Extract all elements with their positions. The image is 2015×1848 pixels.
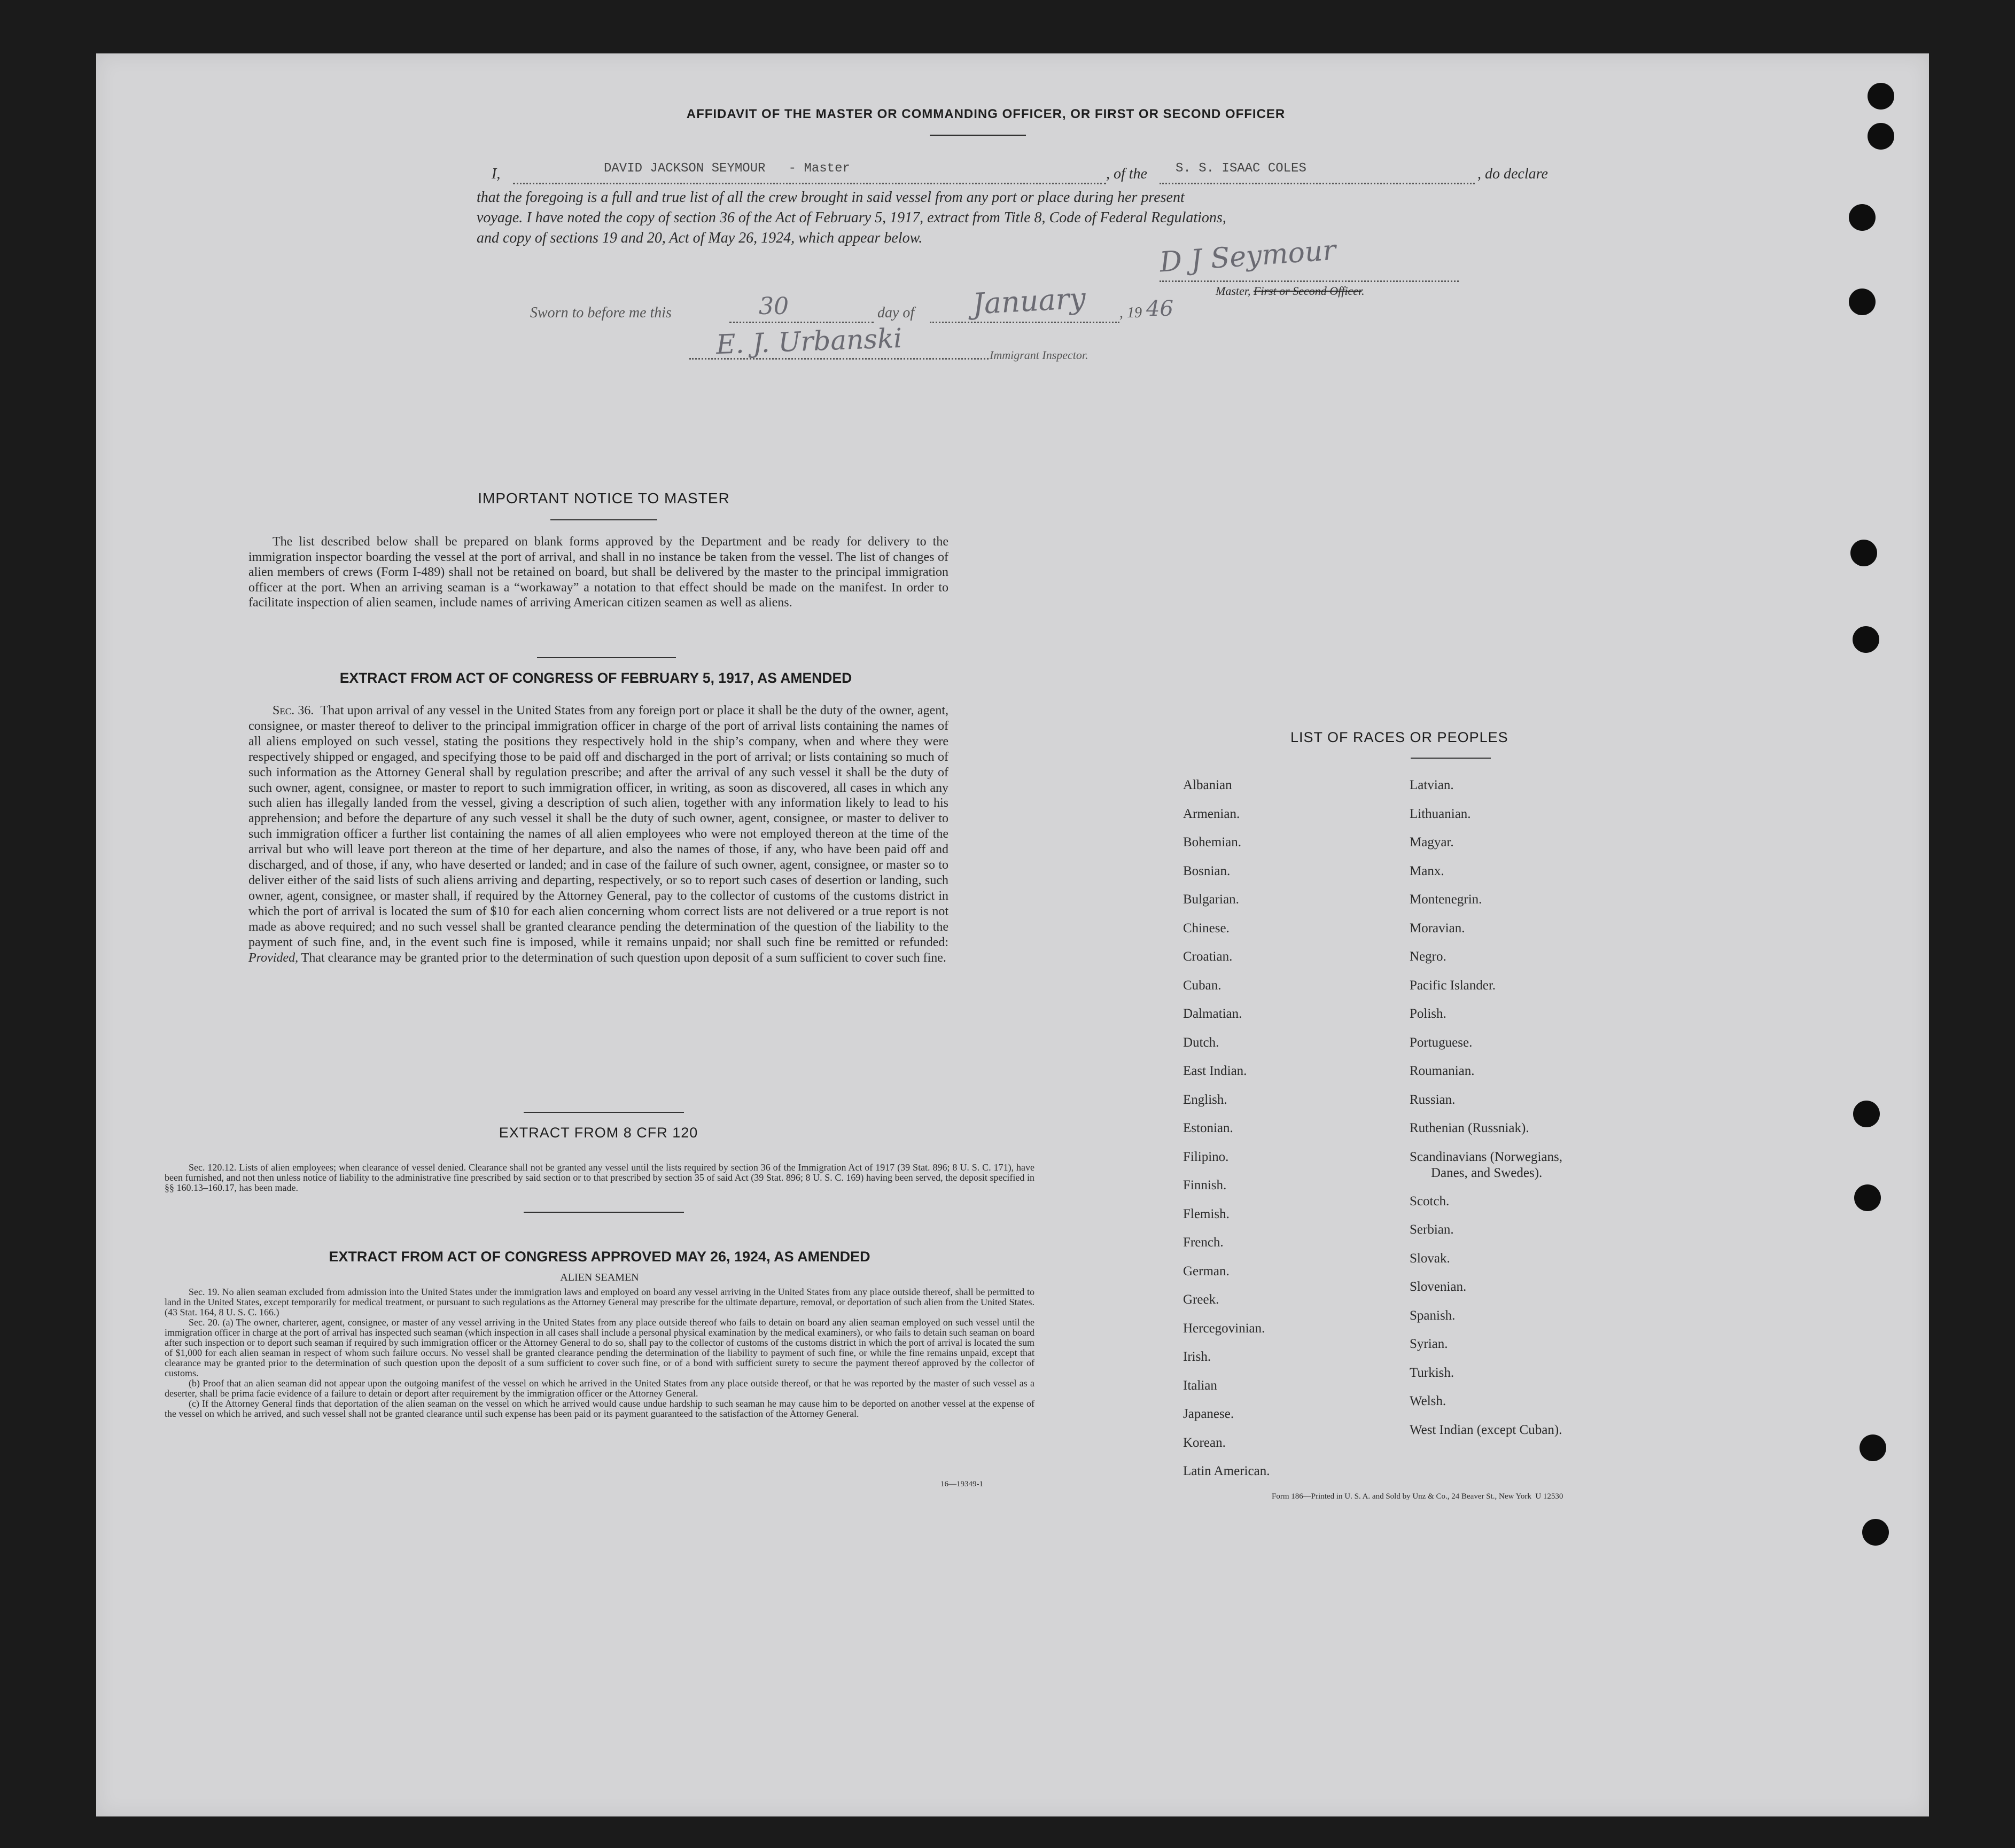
inspector-signature: E. J. Urbanski — [715, 322, 903, 361]
race-item: Japanese. — [1183, 1407, 1234, 1421]
race-item: Dutch. — [1183, 1035, 1219, 1050]
day-of-label: day of — [877, 305, 915, 321]
extract-1917-proviso-label: Provided, — [248, 950, 299, 965]
extract-1924-code: 16—19349-1 — [940, 1480, 983, 1488]
punch-hole — [1862, 1519, 1889, 1546]
race-item: Albanian — [1183, 778, 1232, 792]
officer-caption-master: Master, — [1216, 284, 1251, 298]
race-item: Chinese. — [1183, 921, 1230, 935]
sworn-day-line — [729, 322, 874, 323]
races-rule — [1411, 758, 1491, 759]
race-item: Syrian. — [1410, 1337, 1448, 1351]
race-item: Croatian. — [1183, 949, 1233, 964]
race-item: French. — [1183, 1235, 1224, 1250]
race-item: Cuban. — [1183, 978, 1222, 993]
affidavit-statement-line-1: that the foregoing is a full and true list of all the crew brought in said vessel from any port or place during her present — [477, 189, 1185, 206]
race-item: Roumanian. — [1410, 1064, 1475, 1078]
race-item: Ruthenian (Russniak). — [1410, 1121, 1529, 1135]
race-item: Turkish. — [1410, 1365, 1454, 1380]
extract-1924-sec20c: (c) If the Attorney General finds that deportation of the alien seaman on the vessel on which he arrived would cause undue hardship to such seaman he may cause him to be deported on another vessel at the expense of the vessel on which he arrived, and such vessel shall not be granted clearance until such expense has been paid or its payment guaranteed to the satisfaction of the Attorney General. — [165, 1398, 1034, 1419]
master-name-line — [513, 183, 1106, 184]
master-name-field: DAVID JACKSON SEYMOUR - Master — [604, 161, 850, 176]
punch-hole — [1868, 123, 1894, 150]
extract-1924-sec20b: (b) Proof that an alien seaman did not appear upon the outgoing manifest of the vessel on which he arrived in the United States from any place outside thereof, or that he was reported by the master of such vessel as a deserter, shall be prima facie evidence of a failure to detain or deport after requirement by the immigration officer or the Attorney General. — [165, 1378, 1034, 1399]
extract-1917-text — [248, 703, 948, 965]
race-item: Flemish. — [1183, 1206, 1230, 1221]
notice-rule — [550, 519, 657, 520]
punch-hole — [1849, 204, 1876, 231]
officer-caption — [1216, 284, 1365, 298]
affidavit-title: AFFIDAVIT OF THE MASTER OR COMMANDING OFFICER, OR FIRST OR SECOND OFFICER — [686, 107, 1286, 121]
extract-1917-sec-label: Sec. 36. — [273, 704, 314, 718]
extract-1924-title: EXTRACT FROM ACT OF CONGRESS APPROVED MAY 26, 1924, AS AMENDED — [329, 1249, 870, 1265]
extract-1924-subtitle: ALIEN SEAMEN — [560, 1272, 639, 1283]
races-column-1 — [1183, 771, 1270, 1486]
affidavit-i-label: I, — [492, 166, 501, 182]
punch-hole — [1853, 1101, 1880, 1127]
race-item-scandinavians-line-2: Danes, and Swedes). — [1431, 1165, 1543, 1180]
race-item: Russian. — [1410, 1092, 1456, 1107]
race-item: Lithuanian. — [1410, 806, 1471, 821]
race-item: Scotch. — [1410, 1194, 1450, 1208]
race-item: Welsh. — [1410, 1394, 1446, 1408]
extract-1917-body: That upon arrival of any vessel in the United States from any foreign port or place it shall be the duty of the owner, agent, consignee, or master thereof to deliver to the principal immigration officer in charge of the port of arrival lists containing the names of all aliens employed on such vessel, stating the positions they respectively hold in the ship’s company, when and where they were respectively shipped or engaged, and specifying those to be paid off and discharged in the port of arrival; or lists containing so much of such information as the Attorney General shall by regulation prescribe; and after the arrival of any such vessel it shall be the duty of such owner, agent, consignee, or master to report to such immigration officer, in writing, as soon as discovered, all cases in which any such alien has illegally landed from the vessel, giving a description of such alien, together with any information likely to lead to his apprehension; and before the departure of any such vessel it shall be the duty of such owner, agent, consignee, or master to deliver to such immigration officer a further list containing the names of all alien employees who were not employed thereon at the time of the arrival but who will leave port thereon at the time of her departure, and also the names of those, if any, who have been paid off and discharged, and of those, if any, who have deserted or landed; and in case of the failure of such owner, agent, consignee, or master so to deliver either of the said lists of such aliens arriving and departing, respectively, or so to report such cases of desertion or landing, such owner, agent, consignee, or master shall, if required by the Attorney General, pay to the collector of customs of the customs district in which the port of arrival is located the sum of $10 for each alien concerning whom correct lists are not delivered or a true report is not made as above required; and no such vessel shall be granted clearance pending the determination of the question of the liability to the payment of such fine, and, in the event such fine is imposed, while it remains unpaid; nor shall such fine be remitted or refunded: — [248, 704, 948, 949]
extract-1917-proviso-text: That clearance may be granted prior to the determination of such question upon deposit of a sum sufficient to cover such fine. — [301, 950, 946, 965]
extract-cfr-text: Sec. 120.12. Lists of alien employees; when clearance of vessel denied. Clearance shall not be granted any vessel until the lists required by section 36 of the Immigration Act of 1917 (39 Stat. 896; 8 U. S. C. 171), have been furnished, and not then unless notice of liability to the administrative fine prescribed by said section or to that prescribed by section 35 of said Act (39 Stat. 896; 8 U. S. C. 169) having been served, the deposit specified in §§ 160.13–160.17, has been made. — [165, 1162, 1034, 1193]
race-item: Bulgarian. — [1183, 892, 1239, 907]
race-item: Korean. — [1183, 1435, 1226, 1450]
notice-title: IMPORTANT NOTICE TO MASTER — [478, 490, 730, 506]
race-item: West Indian (except Cuban). — [1410, 1422, 1562, 1437]
race-item: German. — [1183, 1264, 1230, 1278]
races-column-2 — [1410, 771, 1562, 1444]
race-item: Slovak. — [1410, 1251, 1450, 1266]
affidavit-statement-line-3: and copy of sections 19 and 20, Act of May 26, 1924, which appear below. — [477, 230, 923, 246]
extract-cfr-title: EXTRACT FROM 8 CFR 120 — [499, 1125, 698, 1141]
race-item: English. — [1183, 1092, 1227, 1107]
race-item: Latvian. — [1410, 778, 1454, 792]
race-item: Portuguese. — [1410, 1035, 1473, 1050]
extract-1917-title: EXTRACT FROM ACT OF CONGRESS OF FEBRUARY 5, 1917, AS AMENDED — [339, 670, 852, 686]
race-item: Finnish. — [1183, 1178, 1227, 1192]
race-item: Pacific Islander. — [1410, 978, 1496, 993]
race-item: Bosnian. — [1183, 863, 1231, 878]
master-signature: D J Seymour — [1158, 234, 1337, 279]
punch-hole — [1854, 1184, 1881, 1211]
punch-hole — [1853, 626, 1879, 653]
punch-hole — [1849, 288, 1876, 315]
race-item: Filipino. — [1183, 1149, 1229, 1164]
punch-hole — [1860, 1434, 1886, 1461]
do-declare-label: , do declare — [1477, 166, 1548, 182]
race-item: Bohemian. — [1183, 835, 1242, 849]
race-item: East Indian. — [1183, 1064, 1247, 1078]
vessel-name-line — [1160, 183, 1475, 184]
race-item: Montenegrin. — [1410, 892, 1482, 907]
race-item: Serbian. — [1410, 1222, 1454, 1237]
race-item: Dalmatian. — [1183, 1007, 1242, 1021]
race-item-scandinavians — [1410, 1143, 1562, 1187]
race-item: Hercegovinian. — [1183, 1321, 1265, 1336]
sworn-label: Sworn to before me this — [530, 305, 672, 321]
races-title: LIST OF RACES OR PEOPLES — [1290, 729, 1508, 745]
race-item: Slovenian. — [1410, 1280, 1467, 1294]
race-item: Manx. — [1410, 863, 1444, 878]
sworn-year: 46 — [1146, 297, 1173, 321]
race-item: Moravian. — [1410, 921, 1465, 935]
year-prefix: , 19 — [1119, 305, 1142, 321]
extract-1917-end-rule — [524, 1112, 684, 1113]
race-item: Estonian. — [1183, 1121, 1233, 1135]
extract-1924-sec20a: Sec. 20. (a) The owner, charterer, agent, consignee, or master of any vessel arriving in the United States from any place outside thereof who fails to detain on board any alien seaman employed on such vessel until the immigration officer in charge at the port of arrival has inspected such seaman (which inspection in all cases shall include a personal physical examination by the medical examiners), or who fails to detain such seaman on board after such inspection or to deport such seaman if required by such immigration officer or the Attorney General to do so, shall pay to the collector of customs of the customs district in which the port of arrival is located the sum of $1,000 for each alien seaman in respect of whom such failure occurs. No vessel shall be granted clearance pending the determination of the liability to payment of such fine, or while the fine remains unpaid, except that clearance may be granted prior to the determination of such question upon the deposit of a sum sufficient to cover such fine, or of a bond with sufficient surety to secure the payment thereof approved by the collector of customs. — [165, 1317, 1034, 1378]
race-item-scandinavians-line-1: Scandinavians (Norwegians, — [1410, 1149, 1563, 1164]
inspector-caption: Immigrant Inspector. — [990, 348, 1088, 362]
race-item: Spanish. — [1410, 1308, 1456, 1323]
extract-1924-sec19: Sec. 19. No alien seaman excluded from admission into the United States under the immigration laws and employed on board any vessel arriving in the United States from any place outside thereof, shall be permitted to land in the United States, except temporarily for medical treatment, or pursuant to such regulations as the Attorney General may prescribe for the ultimate departure, removal, or deportation of such alien from the United States. (43 Stat. 164, 8 U. S. C. 166.) — [165, 1286, 1034, 1317]
officer-caption-end: . — [1362, 284, 1365, 298]
race-item: Latin American. — [1183, 1464, 1270, 1478]
inspector-line — [689, 358, 989, 360]
extract-cfr-end-rule — [524, 1212, 684, 1213]
sworn-day: 30 — [759, 293, 789, 320]
title-rule — [930, 135, 1026, 136]
of-the-label: , of the — [1106, 166, 1147, 182]
race-item: Polish. — [1410, 1007, 1446, 1021]
document-page — [96, 53, 1929, 1816]
sworn-month-line — [930, 322, 1119, 323]
signature-line — [1160, 280, 1459, 282]
extract-1924-body — [165, 1287, 1034, 1419]
affidavit-statement-line-2: voyage. I have noted the copy of section 36 of the Act of February 5, 1917, extract from Title 8, Code of Federal Regulations, — [477, 209, 1226, 226]
sworn-month: January — [971, 281, 1087, 321]
vessel-name-field: S. S. ISAAC COLES — [1176, 161, 1306, 176]
race-item: Italian — [1183, 1378, 1217, 1393]
form-footer: Form 186—Printed in U. S. A. and Sold by Unz & Co., 24 Beaver St., New York U 12530 — [1272, 1492, 1563, 1501]
race-item: Armenian. — [1183, 806, 1240, 821]
punch-hole — [1850, 540, 1877, 566]
officer-caption-struck: First or Second Officer — [1253, 284, 1362, 298]
notice-text: The list described below shall be prepared on blank forms approved by the Department and be ready for delivery to the immigration inspector boarding the vessel at the port of arrival, and shall in no instance be taken from the vessel. The list of changes of alien members of crews (Form I-489) shall not be retained on board, but shall be delivered by the master to the principal immigration officer at the port. When an arriving seaman is a “workaway” a notation to that effect should be made on the manifest. In order to facilitate inspection of alien seamen, include names of arriving American citizen seamen as well as aliens. — [248, 535, 948, 610]
punch-hole — [1868, 83, 1894, 110]
race-item: Greek. — [1183, 1292, 1219, 1307]
notice-end-rule — [537, 657, 676, 658]
race-item: Magyar. — [1410, 835, 1454, 849]
race-item: Negro. — [1410, 949, 1446, 964]
race-item: Irish. — [1183, 1350, 1211, 1364]
